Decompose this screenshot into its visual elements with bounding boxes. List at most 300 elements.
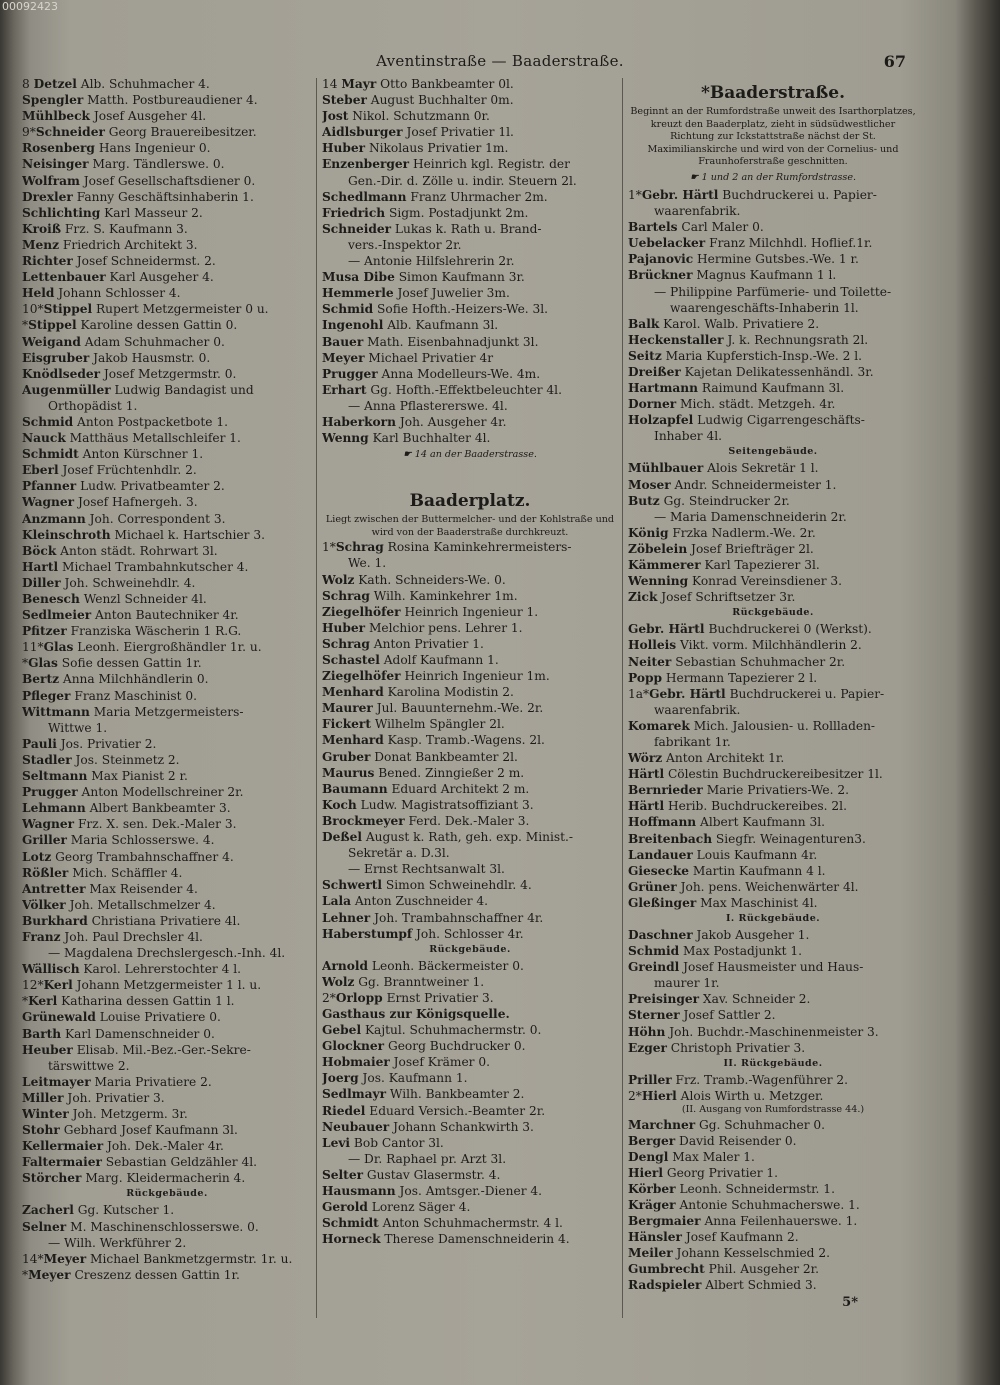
directory-entry [22,881,312,897]
resident-name: Zick [628,590,658,605]
directory-entry [322,1199,618,1215]
page-number: 67 [883,52,906,71]
resident-name: Wolz [322,572,355,587]
resident-name: Stadler [22,752,72,767]
resident-name: Richter [22,254,73,269]
directory-entry [22,478,312,494]
resident-name: Hierl [628,1165,663,1180]
resident-name: Musa Dibe [322,270,395,285]
resident-name: Lettenbauer [22,270,106,285]
resident-name: Völker [22,897,66,912]
directory-entry [322,845,618,861]
resident-details: Katharina dessen Gattin 1 l. [57,994,235,1009]
directory-entry [22,92,312,108]
resident-name: Gruber [322,749,371,764]
resident-name: Eisgruber [22,350,90,365]
resident-name: Schrag [322,636,370,651]
resident-details: Alois Sekretär 1 l. [703,461,819,476]
resident-details: Josef Hafnergeh. 3. [74,495,198,510]
resident-name: Stippel [43,302,93,317]
directory-entry [22,124,312,140]
resident-name: Joerg [322,1071,359,1086]
resident-name: Arnold [322,958,369,973]
resident-details: Joh. Ausgeher 4r. [395,414,507,429]
resident-name: Glas [28,656,58,671]
directory-entry [628,235,918,251]
resident-name: Spengler [22,93,84,108]
directory-entry [22,173,312,189]
resident-details: Albert Schmied 3. [701,1278,817,1293]
directory-entry [628,750,918,766]
directory-entry [322,910,618,926]
resident-details: Michael Privatier 4r [364,350,494,365]
resident-name: Mayr [341,77,377,91]
resident-name: Rößler [22,865,69,880]
resident-details: Anton Privatier 1. [369,636,484,651]
resident-details: Josef Gesellschaftsdiener 0. [79,173,256,188]
directory-entry [322,990,618,1006]
resident-details: waarenfabrik. [654,204,741,219]
resident-details: Josef Juwelier 3m. [393,286,510,301]
resident-name: Kerl [43,978,73,993]
resident-details: Max Maler 1. [668,1149,755,1164]
resident-name: Gebr. Härtl [649,686,726,701]
resident-name: Störcher [22,1171,82,1186]
resident-name: Dengl [628,1149,669,1164]
directory-entry [628,1133,918,1149]
directory-entry [322,1119,618,1135]
directory-entry [628,557,918,573]
cross-reference-note: ☛ 1 und 2 an der Rumfordstrasse. [689,171,857,183]
directory-entry [628,412,918,428]
house-number: 9* [22,125,36,140]
resident-name: Schrag [335,540,384,555]
directory-entry [322,668,618,684]
resident-details: Mich. städt. Metzgeh. 4r. [676,397,836,412]
resident-name: Jost [322,109,349,124]
directory-entry [628,863,918,879]
directory-entry [322,366,618,382]
directory-entry [322,765,618,781]
directory-entry [22,945,312,961]
resident-name: Aidlsburger [322,125,403,140]
resident-name: Schmid [22,414,74,429]
resident-details: Carl Maler 0. [677,220,764,235]
resident-name: Landauer [628,847,693,862]
resident-name: Böck [22,543,57,558]
resident-details: Gg. Branntweiner 1. [354,974,485,989]
resident-name: Kroiß [22,221,62,236]
resident-name: Schmid [322,302,374,317]
resident-name: Hemmerle [322,286,394,301]
resident-details: Lukas k. Rath u. Brand- [391,221,542,236]
resident-details: Josef Früchtenhdlr. 2. [58,463,197,478]
resident-details: Anton Schuhmachermstr. 4 l. [378,1216,563,1231]
resident-details: Karl Masseur 2. [100,205,203,220]
resident-details: Magnus Kaufmann 1 l. [692,268,837,283]
directory-entry [628,1149,918,1165]
directory-entry [322,1054,618,1070]
resident-name: Knödlseder [22,366,101,381]
resident-details: Kajtul. Schuhmachermstr. 0. [361,1023,542,1038]
directory-entry [322,76,618,92]
resident-details: Joh. Privatier 3. [63,1090,165,1105]
resident-name: Zacherl [22,1203,74,1218]
resident-details: M. Maschinenschlosserswe. 0. [66,1219,259,1234]
resident-name: Seltmann [22,769,88,784]
resident-name: Wolfram [22,173,80,188]
directory-entry [22,108,312,124]
resident-name: Wagner [22,817,75,832]
directory-entry [628,718,918,734]
directory-entry [22,559,312,575]
directory-entry [628,251,918,267]
directory-entry [322,301,618,317]
resident-name: Prugger [22,785,78,800]
resident-details: Christoph Privatier 3. [666,1040,806,1055]
directory-entry [322,398,618,414]
resident-name: Wagner [22,495,75,510]
directory-entry [628,1007,918,1023]
directory-entry [628,814,918,830]
directory-entry [22,816,312,832]
resident-details: — Philippine Parfümerie- und Toilette- [654,284,892,299]
resident-details: Joh. Metzgerm. 3r. [68,1107,188,1121]
resident-name: Brückner [628,268,693,283]
resident-details: Joh. pens. Weichenwärter 4l. [676,879,859,894]
directory-entry [322,1086,618,1102]
house-number: * [22,1267,29,1282]
resident-details: Wilhelm Spängler 2l. [370,717,505,732]
directory-entry [22,527,312,543]
directory-entry [22,961,312,977]
resident-name: Hierl [641,1088,677,1103]
resident-name: Gebel [322,1023,362,1038]
resident-name: Wenng [322,431,369,446]
resident-name: Pfitzer [22,624,67,639]
resident-name: Butz [628,493,660,508]
resident-name: Pajanovic [628,252,694,267]
resident-name: Orlopp [335,990,383,1005]
street-description: (II. Ausgang von Rumfordstrasse 44.) [681,1103,865,1115]
resident-name: Heuber [22,1042,73,1057]
house-number: 14 [322,77,342,91]
resident-details: Louise Privatiere 0. [95,1010,221,1025]
resident-name: Gasthaus zur Königsquelle. [322,1006,510,1021]
directory-entry [628,1245,918,1261]
directory-entry [628,766,918,782]
building-subheading: I. Rückgebäude. [725,913,821,924]
resident-name: Hartmann [628,381,698,396]
street-heading: Baaderplatz. [409,491,531,512]
resident-details: Karol. Walb. Privatiere 2. [659,316,820,331]
resident-name: Bertz [22,672,60,687]
directory-entry [628,219,918,235]
resident-details: Hans Ingenieur 0. [94,141,211,156]
directory-entry [628,1024,918,1040]
directory-entry [22,752,312,768]
resident-name: Ezger [628,1040,667,1055]
directory-entry [22,317,312,333]
house-number: * [22,656,29,671]
house-number: 10* [22,302,44,317]
directory-entry [22,704,312,720]
directory-entry [322,555,618,571]
resident-details: Franz Milchhdl. Hoflief.1r. [705,236,873,251]
directory-entry [628,1117,918,1133]
resident-details: Albert Bankbeamter 3. [85,801,231,816]
resident-details: Franziska Wäscherin 1 R.G. [66,624,242,639]
resident-name: Körber [628,1181,676,1196]
resident-name: Wörz [628,751,663,766]
resident-details: Anton Kürschner 1. [78,447,204,462]
resident-details: Heinrich kgl. Registr. der [409,157,570,172]
directory-entry [628,927,918,943]
directory-entry [628,959,918,975]
directory-entry [322,205,618,221]
resident-details: Anna Modelleurs-We. 4m. [377,366,541,381]
directory-entry [628,509,918,525]
resident-name: Balk [628,316,660,331]
directory-entry [628,1040,918,1056]
resident-details: Inhaber 4l. [654,429,723,444]
building-subheading: Seitengebäude. [728,446,818,458]
resident-details: Joh. Trambahnschaffner 4r. [370,910,544,925]
directory-entry [322,334,618,350]
resident-details: Sofie Hofth.-Heizers-We. 3l. [373,302,549,317]
resident-details: Johann Schankwirth 3. [389,1119,534,1134]
directory-entry [628,573,918,589]
directory-entry [628,734,918,750]
directory-entry [22,205,312,221]
directory-entry [628,1229,918,1245]
resident-details: Johann Metzgermeister 1 l. u. [72,978,262,993]
resident-details: Josef Krämer 0. [389,1055,491,1070]
resident-name: Gerold [322,1200,368,1215]
directory-entry [22,285,312,301]
resident-name: Koch [322,797,357,812]
directory-entry [322,684,618,700]
resident-name: Berger [628,1133,676,1148]
directory-entry [22,1058,312,1074]
directory-entry [22,591,312,607]
resident-name: Weigand [22,334,81,349]
resident-details: Siegfr. Weinagenturen3. [712,831,866,846]
directory-entry [22,800,312,816]
directory-entry [628,654,918,670]
house-number: * [22,318,29,333]
directory-entry [22,430,312,446]
resident-details: Gebhard Josef Kaufmann 3l. [59,1123,238,1138]
resident-name: Härtl [628,767,665,782]
resident-details: Joh. Paul Drechsler 4l. [60,929,203,944]
resident-name: Popp [628,670,663,685]
directory-entry [322,1215,618,1231]
house-number: 2* [628,1088,642,1103]
resident-details: Buchdruckerei u. Papier- [725,686,885,701]
resident-details: Elisab. Mil.-Bez.-Ger.-Sekre- [72,1042,251,1057]
resident-details: maurer 1r. [654,976,720,991]
directory-entry [22,334,312,350]
resident-details: Sebastian Schuhmacher 2r. [671,654,846,669]
resident-details: Karl Tapezierer 3l. [700,558,820,573]
resident-details: Jakob Ausgeher 1. [692,928,810,942]
house-number: 1a* [628,686,650,701]
resident-details: Sofie dessen Gattin 1r. [57,656,202,671]
resident-details: Albert Kaufmann 3l. [696,815,826,830]
column-3 [628,76,918,1312]
resident-details: waarenfabrik. [654,702,741,717]
directory-entry [322,269,618,285]
directory-entry [22,1235,312,1251]
resident-name: Haberkorn [322,414,396,429]
resident-details: Anna Milchhändlerin 0. [59,672,209,687]
resident-name: Detzel [33,77,77,91]
resident-details: Vikt. vorm. Milchhändlerin 2. [676,638,862,653]
resident-details: Martin Kaufmann 4 l. [689,863,826,878]
directory-entry [322,829,618,845]
resident-details: Georg Privatier 1. [662,1165,779,1180]
resident-details: Simon Schweinehdlr. 4. [382,878,532,893]
resident-details: Ludwig Cigarrengeschäfts- [693,413,865,428]
resident-details: — Maria Damenschneiderin 2r. [654,509,847,524]
resident-name: Kleinschroth [22,527,111,542]
resident-name: Radspieler [628,1278,702,1293]
column-1 [22,76,312,1283]
resident-details: Buchdruckerei u. Papier- [718,187,877,202]
resident-name: Rosenberg [22,141,95,156]
resident-name: Augenmüller [22,382,111,397]
directory-entry [628,702,918,718]
directory-entry [322,974,618,990]
resident-name: Dreißer [628,365,681,379]
resident-name: Barth [22,1026,62,1041]
directory-entry [22,462,312,478]
resident-name: Meyer [28,1267,71,1282]
street-heading: *Baaderstraße. [701,83,845,103]
resident-details: Wilh. Bankbeamter 2. [386,1087,525,1102]
directory-entry [22,849,312,865]
resident-name: Marchner [628,1117,696,1132]
directory-entry [22,865,312,881]
resident-name: Pauli [22,736,57,751]
resident-name: Glockner [322,1039,385,1054]
directory-entry [22,929,312,945]
resident-details: — Magdalena Drechslergesch.-Inh. 4l. [48,946,286,961]
resident-details: — Wilh. Werkführer 2. [48,1235,187,1250]
resident-name: Höhn [628,1024,666,1039]
directory-entry [322,749,618,765]
resident-details: Konrad Vereinsdiener 3. [688,574,843,589]
directory-entry [322,620,618,636]
directory-entry [322,539,618,555]
resident-details: We. 1. [348,556,387,571]
directory-entry [322,1038,618,1054]
resident-details: Kajetan Delikatessenhändl. 3r. [680,365,874,379]
directory-entry [628,203,918,219]
resident-name: Daschner [628,928,693,942]
directory-entry [22,76,312,92]
resident-details: Bob Cantor 3l. [350,1135,444,1150]
directory-entry [628,798,918,814]
resident-details: Jos. Kaufmann 1. [358,1071,468,1086]
resident-details: Michael k. Hartschier 3. [110,527,265,542]
resident-name: Sedlmayr [322,1087,387,1102]
directory-entry [22,366,312,382]
signature-mark: 5* [842,1294,858,1310]
directory-entry [628,187,918,203]
resident-name: Schmid [628,944,680,959]
directory-entry [628,1213,918,1229]
resident-details: Wenzl Schneider 4l. [79,592,207,606]
directory-entry [628,332,918,348]
resident-details: fabrikant 1r. [654,734,731,749]
house-number: 11* [22,640,44,655]
resident-details: tärswittwe 2. [48,1058,130,1073]
directory-entry [628,525,918,541]
resident-details: Simon Kaufmann 3r. [394,270,525,285]
resident-details: Gustav Glasermstr. 4. [363,1167,501,1182]
resident-details: Joh. Schweinehdlr. 4. [60,575,196,590]
directory-entry [628,380,918,396]
directory-entry [322,877,618,893]
resident-name: Grünewald [22,1010,96,1025]
resident-details: Gg. Schuhmacher 0. [695,1117,826,1132]
resident-details: Therese Damenschneiderin 4. [380,1232,570,1247]
directory-entry [322,1022,618,1038]
directory-entry [22,671,312,687]
directory-entry [22,1251,312,1267]
directory-entry [322,572,618,588]
resident-details: Karoline dessen Gattin 0. [76,318,238,333]
directory-entry [322,926,618,942]
resident-details: Alb. Kaufmann 3l. [383,318,499,333]
resident-name: Nauck [22,431,66,446]
resident-name: Maurus [322,765,375,780]
resident-details: Rupert Metzgermeister 0 u. [92,302,269,317]
resident-details: Max Maschinist 4l. [696,895,818,910]
resident-details: Georg Brauereibesitzer. [104,125,257,140]
directory-entry [22,511,312,527]
resident-name: Schmidt [322,1216,379,1231]
resident-details: Franz Uhrmacher 2m. [406,189,548,204]
directory-entry [22,414,312,430]
resident-name: Schneider [322,221,392,236]
directory-entry [22,1267,312,1283]
resident-name: Enzenberger [322,157,410,172]
resident-name: Greindl [628,960,680,975]
directory-entry [322,893,618,909]
resident-details: Gg. Hofth.-Effektbeleuchter 4l. [366,382,562,397]
directory-entry [22,301,312,317]
directory-entry [322,716,618,732]
resident-details: Eduard Architekt 2 m. [387,781,530,796]
resident-name: König [628,525,669,540]
directory-entry [22,1026,312,1042]
directory-entry [628,267,918,283]
directory-entry [322,1135,618,1151]
resident-details: Lorenz Säger 4. [367,1200,471,1215]
directory-entry [628,943,918,959]
directory-entry [322,1183,618,1199]
building-subheading: Rückgebäude. [732,607,814,619]
directory-entry [322,732,618,748]
resident-name: Menhard [322,733,384,748]
directory-entry [22,1170,312,1186]
directory-entry [322,189,618,205]
column-divider [316,78,317,1318]
directory-entry [322,636,618,652]
